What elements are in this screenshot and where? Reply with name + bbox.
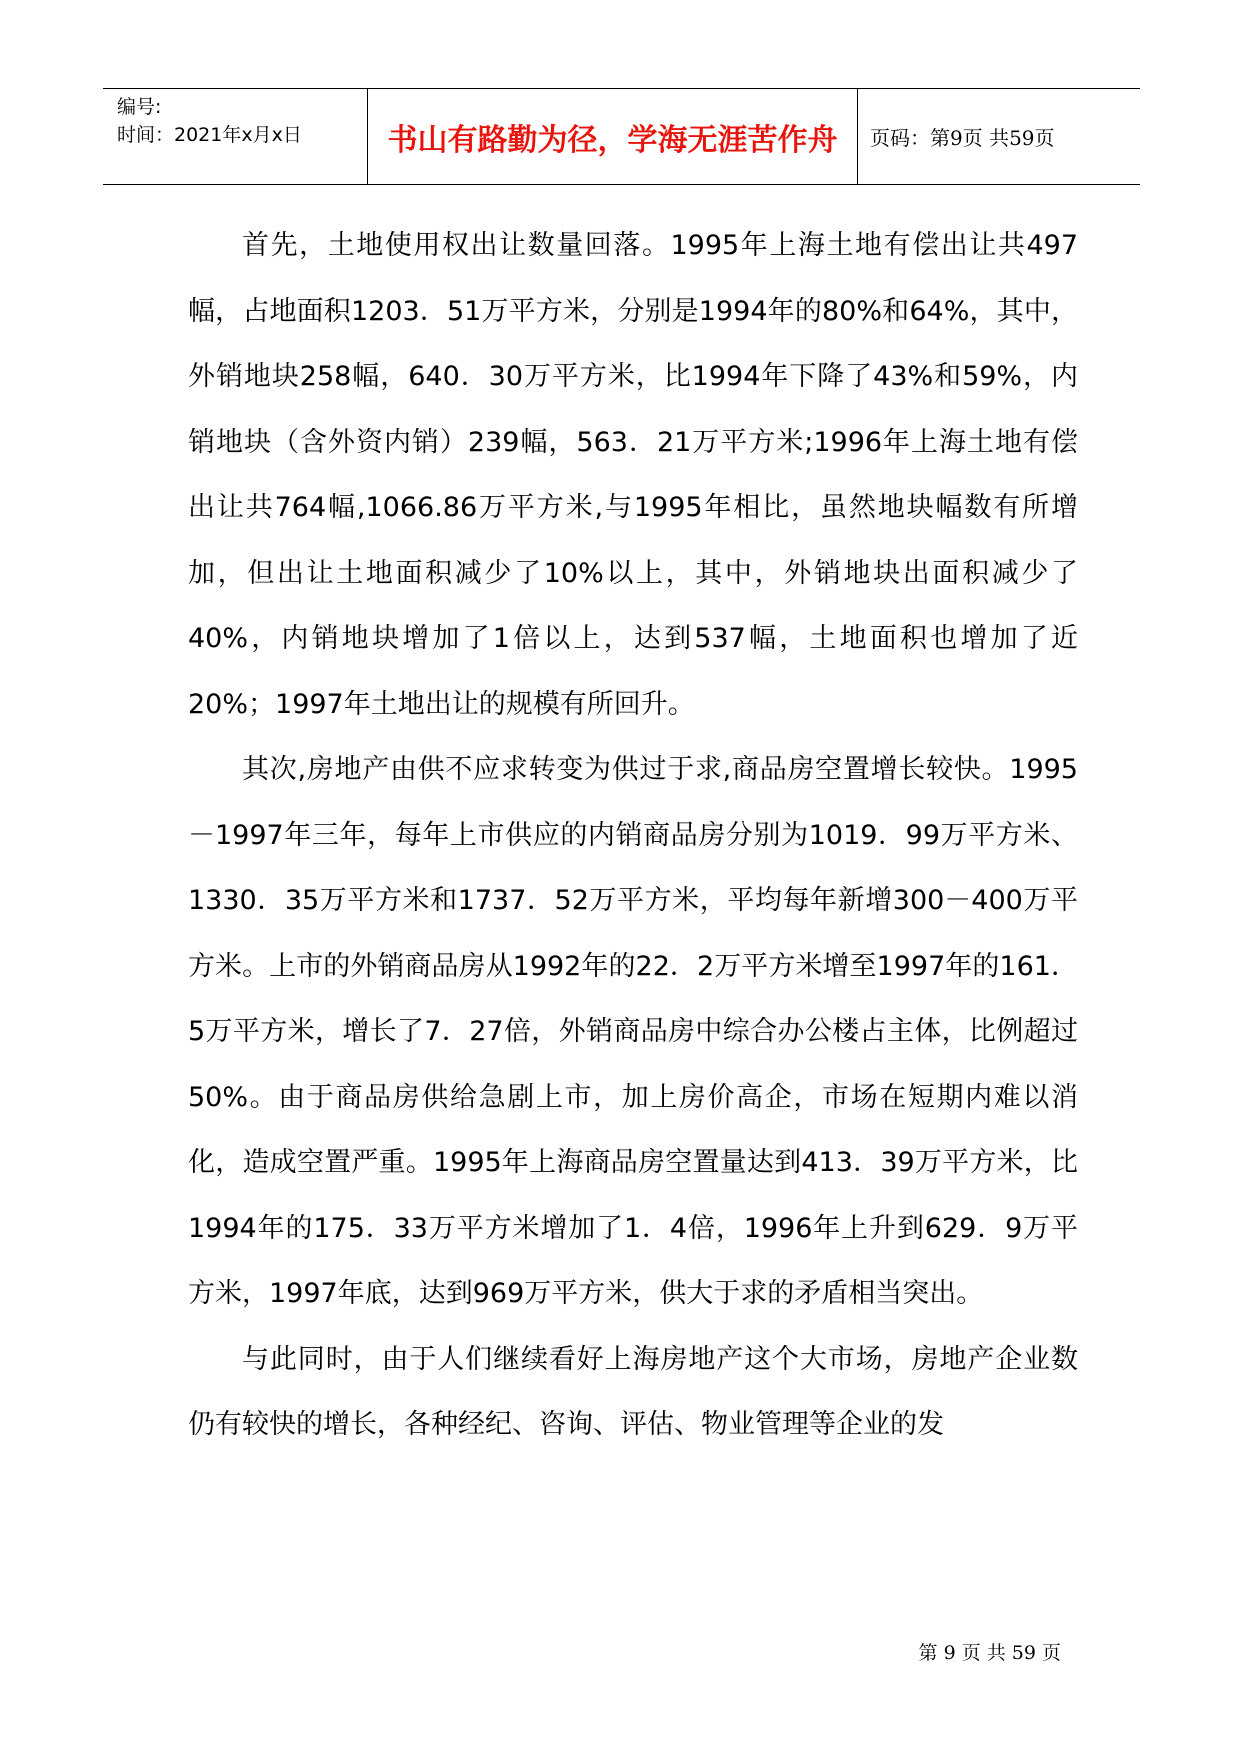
document-body — [188, 213, 1078, 1458]
page-header — [103, 88, 1140, 185]
paragraph-housing-supply: 其次,房地产由供不应求转变为供过于求,商品房空置增长较快。1995－1997年三年，每年上市供应的内销商品房分别为1019．99万平方米、1330．35万平方米和1737．52万平方米，平均每年新增300－400万平方米。上市的外销商品房从1992年的22．2万平方米增至1997年的161．5万平方米，增长了7．27倍，外销商品房中综合办公楼占主体，比例超过50%。由于商品房供给急剧上市，加上房价高企，市场在短期内难以消化，造成空置严重。1995年上海商品房空置量达到413．39万平方米，比1994年的175．33万平方米增加了1．4倍，1996年上升到629．9万平方米，1997年底，达到969万平方米，供大于求的矛盾相当突出。 — [188, 754, 1078, 1309]
header-meta — [103, 89, 368, 184]
paragraph-land-transfer: 首先，土地使用权出让数量回落。1995年上海土地有偿出让共497幅，占地面积1203．51万平方米，分别是1994年的80%和64%，其中，外销地块258幅，640．30万平方米，比1994年下降了43%和59%，内销地块（含外资内销）239幅，563．21万平方米;1996年上海土地有偿出让共764幅,1066.86万平方米,与1995年相比，虽然地块幅数有所增加，但出让土地面积减少了10%以上，其中，外销地块出面积减少了40%，内销地块增加了1倍以上，达到537幅，土地面积也增加了近20%；1997年土地出让的规模有所回升。 — [188, 230, 1078, 720]
paragraph-enterprise-growth: 与此同时，由于人们继续看好上海房地产这个大市场，房地产企业数仍有较快的增长，各种经纪、咨询、评估、物业管理等企业的发 — [188, 1343, 1078, 1440]
number-label: 编号: — [117, 96, 162, 118]
time-label: 时间：2021年x月x日 — [117, 124, 302, 146]
header-page-code: 页码：第9页 共59页 — [870, 126, 1055, 150]
page-footer: 第 9 页 共 59 页 — [918, 1642, 1061, 1664]
header-motto: 书山有路勤为径，学海无涯苦作舟 — [368, 89, 858, 184]
